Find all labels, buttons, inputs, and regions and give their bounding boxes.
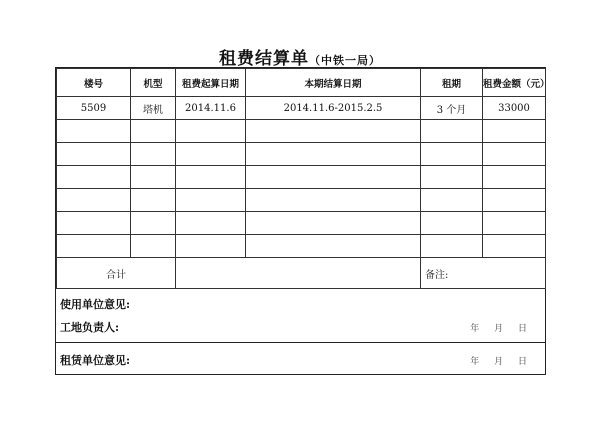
lessor-opinion-section <box>56 343 545 374</box>
col-header-settlement-period: 本期结算日期 <box>246 69 421 97</box>
cell-machine-type <box>131 212 176 235</box>
cell-lease-term <box>421 212 483 235</box>
cell-lease-term <box>421 189 483 212</box>
cell-amount <box>483 166 546 189</box>
cell-machine-type <box>131 143 176 166</box>
table-row <box>57 166 546 189</box>
cell-building <box>57 120 131 143</box>
cell-amount <box>483 212 546 235</box>
user-opinion-section <box>56 284 545 344</box>
cell-lease-term <box>421 166 483 189</box>
cell-start-date <box>176 235 246 258</box>
cell-machine-type <box>131 189 176 212</box>
table-row <box>57 97 546 120</box>
settlement-table <box>56 68 550 289</box>
col-header-start-date: 租费起算日期 <box>176 69 246 97</box>
cell-machine-type <box>131 120 176 143</box>
cell-lease-term <box>421 235 483 258</box>
cell-start-date <box>176 166 246 189</box>
table-row <box>57 235 546 258</box>
col-header-amount: 租费金额（元） <box>483 69 546 97</box>
cell-settlement-period <box>246 120 421 143</box>
cell-building <box>57 166 131 189</box>
form-title-main: 租费结算单 <box>219 49 309 69</box>
cell-amount: 33000 <box>483 97 546 120</box>
col-header-lease-term: 租期 <box>421 69 483 97</box>
cell-settlement-period <box>246 235 421 258</box>
cell-building <box>57 212 131 235</box>
table-row <box>57 143 546 166</box>
table-row <box>57 212 546 235</box>
col-header-building: 楼号 <box>57 69 131 97</box>
cell-building <box>57 143 131 166</box>
lessor-opinion-date: 年 月 日 <box>470 357 533 367</box>
cell-machine-type <box>131 235 176 258</box>
cell-settlement-period <box>246 166 421 189</box>
cell-start-date: 2014.11.6 <box>176 97 246 120</box>
table-row <box>57 189 546 212</box>
form-title-sub: （中铁一局） <box>309 54 381 67</box>
total-label: 合计 <box>57 258 176 289</box>
cell-settlement-period <box>246 212 421 235</box>
cell-amount <box>483 235 546 258</box>
settlement-form <box>55 67 550 375</box>
col-header-machine-type: 机型 <box>131 69 176 97</box>
header-row <box>57 69 546 97</box>
cell-amount <box>483 120 546 143</box>
cell-building: 5509 <box>57 97 131 120</box>
cell-lease-term <box>421 120 483 143</box>
cell-amount <box>483 143 546 166</box>
cell-lease-term <box>421 143 483 166</box>
form-title <box>0 44 600 69</box>
cell-start-date <box>176 212 246 235</box>
lessor-opinion-label: 租赁单位意见: <box>60 354 131 367</box>
user-opinion-date: 年 月 日 <box>470 324 533 334</box>
table-row <box>57 120 546 143</box>
remark-label: 备注: <box>421 258 546 289</box>
user-opinion-label: 使用单位意见: <box>60 298 131 311</box>
site-manager-label: 工地负责人: <box>60 321 120 334</box>
cell-settlement-period <box>246 143 421 166</box>
cell-building <box>57 235 131 258</box>
cell-machine-type <box>131 166 176 189</box>
cell-settlement-period <box>246 189 421 212</box>
cell-building <box>57 189 131 212</box>
cell-lease-term: 3 个月 <box>421 97 483 120</box>
cell-settlement-period: 2014.11.6-2015.2.5 <box>246 97 421 120</box>
cell-amount <box>483 189 546 212</box>
cell-start-date <box>176 143 246 166</box>
cell-start-date <box>176 189 246 212</box>
cell-machine-type: 塔机 <box>131 97 176 120</box>
cell-start-date <box>176 120 246 143</box>
